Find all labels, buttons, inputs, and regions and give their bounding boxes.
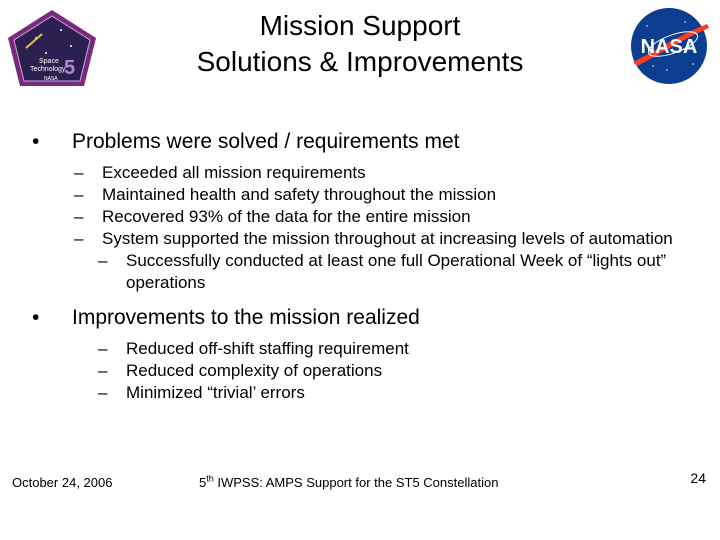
dash: –	[98, 251, 108, 270]
sub-bullet	[98, 360, 700, 382]
patch-text-space: Space	[39, 58, 59, 65]
page-number: 24	[690, 470, 706, 486]
footer-title	[199, 475, 498, 491]
nasa-meatball-logo	[627, 4, 711, 88]
sub-bullet	[74, 162, 700, 184]
sub-bullet-text: Maintained health and safety throughout the mission	[102, 185, 497, 204]
slide-title	[150, 8, 570, 80]
bullet-problems-solved	[30, 128, 700, 156]
sub-bullet-text: Reduced complexity of operations	[126, 361, 383, 380]
bullet-text: Improvements to the mission realized	[72, 306, 420, 329]
footer-title-prefix: 5	[199, 475, 207, 490]
bullet-dot: •	[32, 306, 40, 329]
sub-bullet-text: Recovered 93% of the data for the entire mission	[102, 207, 471, 226]
sub-bullet-text: Exceeded all mission requirements	[102, 163, 366, 182]
title-line-2: Solutions & Improvements	[196, 46, 524, 77]
dash: –	[74, 207, 84, 226]
footer-title-rest: IWPSS: AMPS Support for the ST5 Constellation	[213, 475, 499, 490]
patch-text-nasa: NASA	[44, 76, 58, 82]
title-line-1: Mission Support	[259, 10, 461, 41]
sub-bullet-text: Minimized “trivial’ errors	[126, 383, 305, 402]
dash: –	[98, 383, 108, 402]
dash: –	[74, 229, 84, 248]
bullet-text: Problems were solved / requirements met	[72, 130, 460, 153]
sub-bullet-text: System supported the mission throughout at increasing levels of automation	[102, 229, 673, 248]
patch-number: 5	[64, 57, 76, 79]
dash: –	[74, 163, 84, 182]
sub-sub-bullet-text: Successfully conducted at least one full Operational Week of “lights out” operations	[126, 251, 667, 292]
patch-text-technology: Technology	[30, 66, 66, 73]
dash: –	[98, 339, 108, 358]
sub-sub-bullet	[98, 250, 700, 294]
nasa-logo-text: NASA	[640, 36, 698, 58]
footer-title-sup: th	[206, 473, 214, 484]
footer-date: October 24, 2006	[12, 475, 113, 490]
bullet-improvements-realized	[30, 304, 700, 332]
dash: –	[74, 185, 84, 204]
sub-bullet	[74, 184, 700, 206]
sub-bullet	[98, 338, 700, 360]
sub-bullet	[74, 206, 700, 228]
bullet-dot: •	[32, 130, 40, 153]
dash: –	[98, 361, 108, 380]
sub-bullet	[98, 382, 700, 404]
sub-bullet	[74, 228, 700, 250]
st5-mission-patch-logo	[6, 8, 98, 88]
slide-content	[30, 128, 700, 404]
sub-bullet-text: Reduced off-shift staffing requirement	[126, 339, 409, 358]
